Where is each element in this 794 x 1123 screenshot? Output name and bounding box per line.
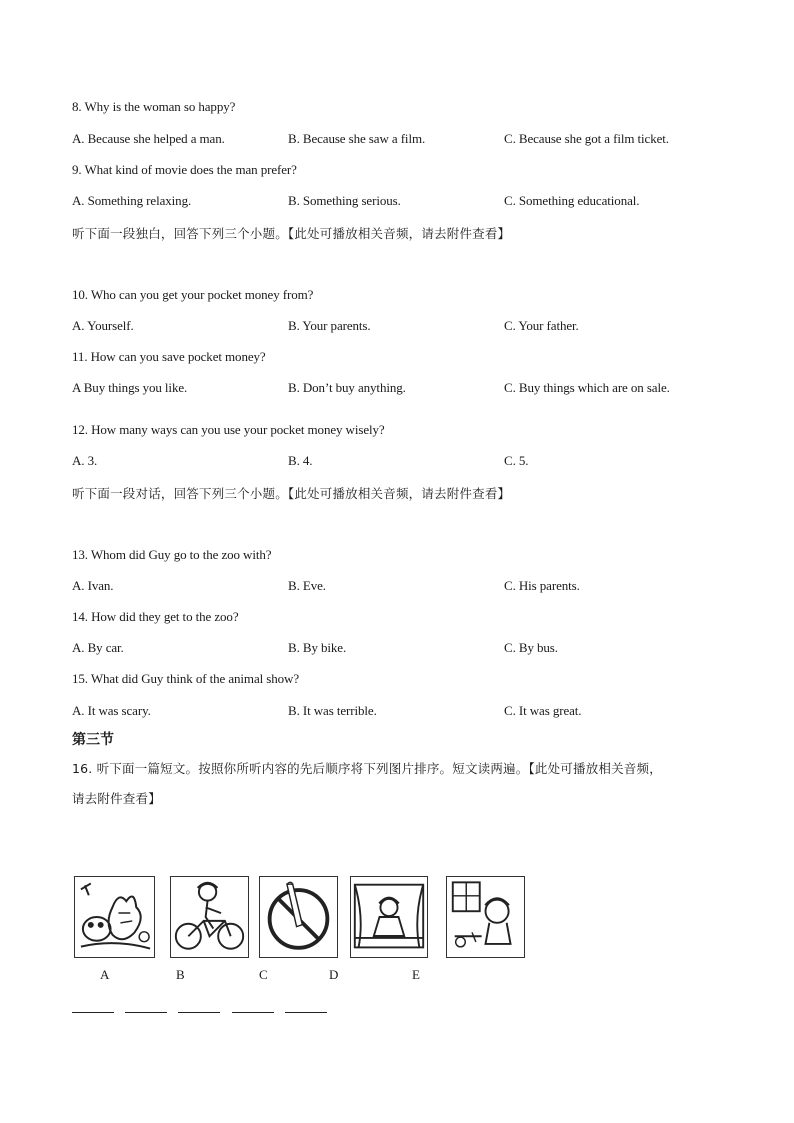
option-14c: C. By bus.	[504, 640, 558, 655]
option-11a: A Buy things you like.	[72, 380, 188, 395]
question-14: 14. How did they get to the zoo?	[72, 609, 239, 624]
option-14a: A. By car.	[72, 640, 124, 655]
option-10b: B. Your parents.	[288, 318, 371, 333]
question-16-line2: 请去附件查看】	[72, 791, 161, 806]
answer-blank-4[interactable]	[232, 1012, 274, 1013]
options-9	[72, 193, 752, 211]
options-15	[72, 703, 752, 721]
options-13	[72, 578, 752, 596]
answer-blank-5[interactable]	[285, 1012, 327, 1013]
no-smoking-sign-icon	[259, 876, 338, 958]
option-8a: A. Because she helped a man.	[72, 131, 225, 146]
boy-riding-bike-icon	[170, 876, 249, 958]
answer-blank-3[interactable]	[178, 1012, 220, 1013]
question-8: 8. Why is the woman so happy?	[72, 99, 236, 114]
option-11c: C. Buy things which are on sale.	[504, 380, 670, 395]
question-13: 13. Whom did Guy go to the zoo with?	[72, 547, 272, 562]
option-8c: C. Because she got a film ticket.	[504, 131, 669, 146]
question-10: 10. Who can you get your pocket money from?	[72, 287, 314, 302]
question-11: 11. How can you save pocket money?	[72, 349, 266, 364]
option-15a: A. It was scary.	[72, 703, 151, 718]
option-10c: C. Your father.	[504, 318, 579, 333]
options-14	[72, 640, 752, 658]
option-12a: A. 3.	[72, 453, 98, 468]
picture-label-d: D	[329, 967, 339, 982]
question-15: 15. What did Guy think of the animal show?	[72, 671, 299, 686]
option-13a: A. Ivan.	[72, 578, 114, 593]
options-11	[72, 380, 752, 398]
instruction-monologue: 听下面一段独白，回答下列三个小题。【此处可播放相关音频，请去附件查看】	[72, 226, 511, 241]
option-15c: C. It was great.	[504, 703, 582, 718]
option-12c: C. 5.	[504, 453, 529, 468]
answer-blank-1[interactable]	[72, 1012, 114, 1013]
question-16-line1: 16. 听下面一篇短文。按照你所听内容的先后顺序将下列图片排序。短文读两遍。【此处可播放相关音频，	[72, 761, 662, 776]
picture-label-b: B	[176, 967, 185, 982]
option-10a: A. Yourself.	[72, 318, 134, 333]
options-10	[72, 318, 752, 336]
options-8	[72, 131, 752, 149]
instruction-dialogue: 听下面一段对话，回答下列三个小题。【此处可播放相关音频，请去附件查看】	[72, 486, 511, 501]
picture-label-c: C	[259, 967, 268, 982]
option-9c: C. Something educational.	[504, 193, 640, 208]
answer-blank-2[interactable]	[125, 1012, 167, 1013]
animals-picture-icon	[74, 876, 155, 958]
option-9a: A. Something relaxing.	[72, 193, 192, 208]
question-9: 9. What kind of movie does the man prefer?	[72, 162, 297, 177]
picture-label-e: E	[412, 967, 420, 982]
option-11b: B. Don’t buy anything.	[288, 380, 406, 395]
option-12b: B. 4.	[288, 453, 313, 468]
boy-eating-icon	[446, 876, 525, 958]
picture-label-a: A	[100, 967, 110, 982]
option-9b: B. Something serious.	[288, 193, 401, 208]
option-8b: B. Because she saw a film.	[288, 131, 426, 146]
option-13b: B. Eve.	[288, 578, 326, 593]
woman-at-window-icon	[350, 876, 428, 958]
question-12: 12. How many ways can you use your pocket money wisely?	[72, 422, 385, 437]
option-15b: B. It was terrible.	[288, 703, 377, 718]
options-12	[72, 453, 752, 471]
option-13c: C. His parents.	[504, 578, 580, 593]
section-heading: 第三节	[72, 732, 114, 748]
option-14b: B. By bike.	[288, 640, 347, 655]
